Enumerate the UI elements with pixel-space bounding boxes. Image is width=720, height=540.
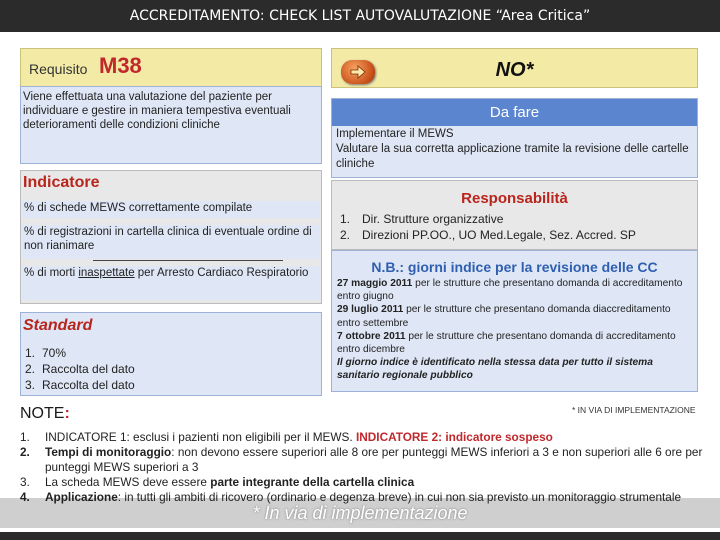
arrow-right-icon[interactable] xyxy=(341,60,375,84)
description-box xyxy=(20,86,322,164)
indicatore-title: Indicatore xyxy=(23,174,100,191)
note-item xyxy=(20,475,710,490)
note-number: 4. xyxy=(20,490,30,504)
standard-box xyxy=(20,312,322,396)
nb-entry-date: 29 luglio 2011 xyxy=(337,304,404,316)
status-value: NO* xyxy=(495,59,534,81)
note-text: : in tutti gli ambiti di ricovero (ordinario e degenza breve) in cui non sia previsto un monitoraggio strumentale xyxy=(117,490,682,504)
note-text: La scheda MEWS deve essere xyxy=(45,475,211,489)
note-item xyxy=(20,430,710,445)
note-text: : non devono essere superiori alle 8 ore per punteggi MEWS inferiori a 3 e non superiori alle 6 ore per punteggi MEWS superiori a 3 xyxy=(45,445,703,474)
list-item xyxy=(25,361,315,377)
note-title xyxy=(20,405,70,423)
nb-entry-text: per le strutture che presentano domanda diaccreditamento entro settembre xyxy=(337,304,671,329)
list-item xyxy=(340,211,695,227)
notes-list xyxy=(20,430,710,505)
list-item xyxy=(340,227,695,243)
nb-entry-date: 27 maggio 2011 xyxy=(337,278,413,289)
indicatore-item-suffix: per Arresto Cardiaco Respiratorio xyxy=(134,267,309,279)
note-number: 3. xyxy=(20,475,30,489)
da-fare-line: Implementare il MEWS xyxy=(336,128,454,140)
note-item xyxy=(20,490,710,505)
standard-title: Standard xyxy=(23,317,93,334)
note-number: 1. xyxy=(20,430,30,444)
list-item-number: 1. xyxy=(25,346,36,360)
responsabilita-title: Responsabilità xyxy=(461,190,568,207)
page-title: ACCREDITAMENTO: CHECK LIST AUTOVALUTAZIONE “Area Critica” xyxy=(0,0,720,32)
note-text-bold: parte integrante della cartella clinica xyxy=(210,475,415,489)
note-text: INDICATORE 1: esclusi i pazienti non eligibili per il MEWS. xyxy=(45,430,356,444)
bottom-rule xyxy=(0,532,720,540)
indicatore-item: % di registrazioni in cartella clinica di eventuale ordine di non rianimare xyxy=(22,225,320,259)
nb-entry-date: 7 ottobre 2011 xyxy=(337,330,406,342)
list-item-text: 70% xyxy=(42,346,67,360)
nb-box xyxy=(331,250,698,392)
nb-entry-text: per le strutture che presentano domanda di accreditamento entro dicembre xyxy=(337,330,676,356)
nb-entry xyxy=(337,303,693,329)
da-fare-title: Da fare xyxy=(332,99,697,126)
note-title-colon: : xyxy=(64,405,70,422)
implementation-footnote: * IN VIA DI IMPLEMENTAZIONE xyxy=(572,405,696,415)
list-item xyxy=(25,377,315,393)
implementation-banner: * In via di implementazione xyxy=(252,503,468,523)
da-fare-box xyxy=(331,98,698,178)
responsabilita-list xyxy=(340,211,695,243)
nb-closing: Il giorno indice è identificato nella stessa data per tutto il sistema sanitario regionale pubblico xyxy=(337,357,653,382)
da-fare-line: Valutare la sua corretta applicazione tramite la revisione delle cartelle cliniche xyxy=(336,143,689,170)
list-item-text: Raccolta del dato xyxy=(42,362,135,376)
description-text: Viene effettuata una valutazione del paziente per individuare e gestire in maniera tempestiva eventuali deterioramenti delle condizioni cliniche xyxy=(23,91,291,131)
note-title-text: NOTE xyxy=(20,405,65,422)
note-number: 2. xyxy=(20,445,30,459)
indicatore-item: % di schede MEWS correttamente compilate xyxy=(22,201,320,218)
list-item-number: 1. xyxy=(340,212,351,226)
note-text-bold: Applicazione xyxy=(45,490,118,504)
indicatore-item xyxy=(22,266,320,300)
list-item-number: 2. xyxy=(340,228,351,242)
nb-text xyxy=(337,277,693,383)
note-text-bold: Tempi di monitoraggio xyxy=(45,445,172,459)
requisito-code: M38 xyxy=(99,53,142,78)
nb-entry-text: per le strutture che presentano domanda di accreditamento entro giugno xyxy=(337,278,683,303)
indicatore-item-prefix: % di morti xyxy=(24,267,79,279)
standard-list xyxy=(25,345,315,393)
list-item-number: 3. xyxy=(25,378,36,392)
indicatore-item-underlined: inaspettate xyxy=(78,267,135,279)
requisito-label: Requisito xyxy=(29,61,88,77)
note-item xyxy=(20,445,710,475)
responsabilita-box xyxy=(331,180,698,250)
strike-line xyxy=(93,260,283,261)
list-item-text: Dir. Strutture organizzative xyxy=(362,212,504,226)
list-item-text: Raccolta del dato xyxy=(42,378,135,392)
nb-title: N.B.: giorni indice per la revisione delle CC xyxy=(371,259,658,275)
indicatore-box xyxy=(20,170,322,304)
list-item-number: 2. xyxy=(25,362,36,376)
da-fare-text xyxy=(336,127,692,172)
nb-entry xyxy=(337,330,693,356)
status-box xyxy=(331,48,698,88)
list-item xyxy=(25,345,315,361)
nb-entry xyxy=(337,277,693,303)
requisito-box xyxy=(20,48,322,88)
note-text-highlight: INDICATORE 2: indicatore sospeso xyxy=(355,430,553,444)
list-item-text: Direzioni PP.OO., UO Med.Legale, Sez. Accred. SP xyxy=(362,228,636,242)
